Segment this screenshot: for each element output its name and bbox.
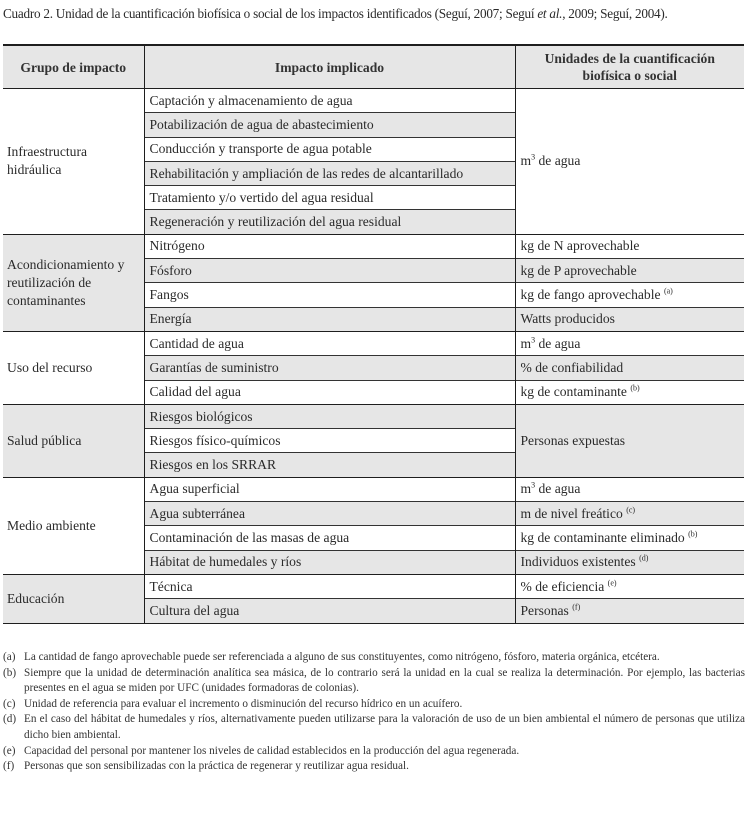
impact-cell: Conducción y transporte de agua potable	[144, 137, 515, 161]
footnote-ref: (f)	[572, 602, 581, 612]
unit-text: m de nivel freático	[520, 505, 627, 521]
footnote-text: Personas que son sensibilizadas con la práctica de regenerar y reutilizar agua residual.	[24, 760, 409, 773]
unit-text: m	[520, 481, 532, 497]
unit-text: Personas	[520, 602, 573, 618]
unit-cell	[515, 380, 744, 404]
caption-etal: et al.	[537, 6, 563, 21]
table-row	[3, 574, 744, 598]
impact-cell: Regeneración y reutilización del agua residual	[144, 210, 515, 234]
unit-text: kg de contaminante eliminado	[520, 529, 689, 545]
impact-cell: Fangos	[144, 283, 515, 307]
impact-cell: Agua superficial	[144, 477, 515, 501]
group-cell: Acondicionamiento y reutilización de contaminantes	[3, 234, 144, 331]
unit-text-rest: de agua	[535, 335, 581, 351]
header-group: Grupo de impacto	[3, 45, 144, 89]
impact-cell: Riesgos biológicos	[144, 404, 515, 428]
unit-superscript: 3	[531, 335, 536, 345]
footnote-marker: (a)	[3, 651, 16, 663]
table-row	[3, 331, 744, 355]
impact-cell: Agua subterránea	[144, 502, 515, 526]
table-row	[3, 404, 744, 428]
footnotes	[3, 650, 745, 775]
header-units: Unidades de la cuantificación biofísica o social	[515, 45, 744, 89]
footnote-d	[3, 712, 745, 743]
unit-cell-merged	[515, 89, 744, 235]
unit-text: m	[520, 335, 532, 351]
impact-cell: Potabilización de agua de abastecimiento	[144, 113, 515, 137]
caption-text: Cuadro 2. Unidad de la cuantificación biofísica o social de los impactos identificados (Seguí, 2007; Seguí	[3, 6, 538, 21]
impact-cell: Contaminación de las masas de agua	[144, 526, 515, 550]
unit-cell	[515, 574, 744, 598]
impacts-table	[3, 44, 744, 624]
unit-superscript: 3	[531, 480, 536, 490]
unit-text: % de eficiencia	[520, 578, 608, 594]
header-impact: Impacto implicado	[144, 45, 515, 89]
unit-text: kg de fango aprovechable	[520, 287, 664, 303]
impact-cell: Fósforo	[144, 259, 515, 283]
footnote-text: Siempre que la unidad de determinación analítica sea másica, de lo contrario será la unidad en la cual se realiza la determinación. Por ejemplo, las bacterias presentes en el agua se miden por UFC (unidades formadoras de colonias).	[24, 666, 745, 695]
footnote-a	[3, 650, 745, 666]
unit-text: % de confiabilidad	[520, 359, 624, 375]
impact-cell: Hábitat de humedales y ríos	[144, 550, 515, 574]
footnote-ref: (e)	[607, 578, 617, 588]
group-cell: Medio ambiente	[3, 477, 144, 574]
footnote-c	[3, 697, 745, 713]
unit-cell	[515, 356, 744, 380]
footnote-marker: (d)	[3, 713, 17, 726]
table-caption	[3, 6, 749, 22]
footnote-text: En el caso del hábitat de humedales y ríos, alternativamente pueden utilizarse para la valoración de uso de un bien ambiental el número de personas que utiliza dicho bien ambiental.	[24, 713, 745, 741]
impact-cell: Captación y almacenamiento de agua	[144, 89, 515, 113]
impact-cell: Calidad del agua	[144, 380, 515, 404]
footnote-ref: (b)	[630, 383, 640, 393]
impact-cell: Riesgos físico-químicos	[144, 429, 515, 453]
unit-cell	[515, 283, 744, 307]
impact-cell: Técnica	[144, 574, 515, 598]
unit-cell	[515, 307, 744, 331]
footnote-marker: (c)	[3, 697, 16, 710]
unit-cell	[515, 599, 744, 623]
unit-text-rest: de agua	[535, 153, 581, 169]
caption-text-end: , 2009; Seguí, 2004).	[562, 6, 668, 21]
table-row	[3, 477, 744, 501]
unit-text: kg de P aprovechable	[520, 262, 637, 278]
unit-text: kg de contaminante	[520, 384, 631, 400]
group-cell: Uso del recurso	[3, 331, 144, 404]
impact-cell: Garantías de suministro	[144, 356, 515, 380]
footnote-text: La cantidad de fango aprovechable puede ser referenciada a alguno de sus constituyentes, como nitrógeno, fósforo, materia orgánica, etcétera.	[24, 651, 660, 663]
footnote-ref: (d)	[639, 553, 649, 563]
footnote-f	[3, 759, 745, 775]
unit-text: Watts producidos	[520, 311, 615, 327]
footnote-marker: (e)	[3, 744, 16, 757]
footnote-e	[3, 744, 745, 760]
impact-cell: Energía	[144, 307, 515, 331]
header-row	[3, 45, 744, 89]
table-row	[3, 89, 744, 113]
footnote-text: Unidad de referencia para evaluar el incremento o disminución del recurso hídrico en un acuífero.	[24, 697, 463, 710]
unit-cell	[515, 477, 744, 501]
footnote-text: Capacidad del personal por mantener los niveles de calidad establecidos en la producción del agua regenerada.	[24, 744, 520, 757]
footnote-ref: (b)	[688, 529, 698, 539]
unit-text: kg de N aprovechable	[520, 238, 640, 254]
impact-cell: Nitrógeno	[144, 234, 515, 258]
footnote-marker: (f)	[3, 760, 15, 773]
footnote-ref: (a)	[663, 286, 673, 296]
unit-cell	[515, 234, 744, 258]
unit-text: m	[520, 153, 532, 169]
unit-cell	[515, 550, 744, 574]
footnote-marker: (b)	[3, 666, 17, 679]
impact-cell: Tratamiento y/o vertido del agua residual	[144, 186, 515, 210]
impact-cell: Rehabilitación y ampliación de las redes de alcantarillado	[144, 161, 515, 185]
unit-text: Individuos existentes	[520, 554, 640, 570]
unit-text-rest: de agua	[535, 481, 581, 497]
group-cell: Educación	[3, 574, 144, 623]
unit-cell	[515, 331, 744, 355]
unit-cell	[515, 526, 744, 550]
group-cell: Infraestructura hidráulica	[3, 89, 144, 235]
table-row	[3, 234, 744, 258]
unit-cell	[515, 259, 744, 283]
group-cell: Salud pública	[3, 404, 144, 477]
footnote-ref: (c)	[626, 505, 636, 515]
impact-cell: Cantidad de agua	[144, 331, 515, 355]
unit-cell-merged: Personas expuestas	[515, 404, 744, 477]
impact-cell: Cultura del agua	[144, 599, 515, 623]
impact-cell: Riesgos en los SRRAR	[144, 453, 515, 477]
footnote-b	[3, 666, 745, 697]
unit-superscript: 3	[531, 152, 536, 162]
unit-cell	[515, 502, 744, 526]
